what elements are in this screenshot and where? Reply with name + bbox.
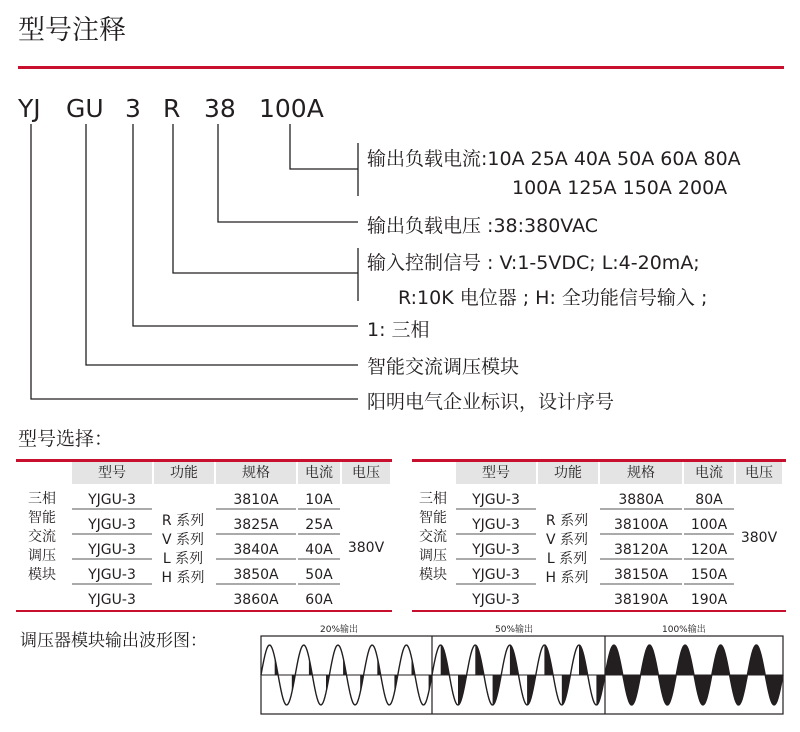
code-part-100a: 100A [259,94,324,123]
code-part-3: 3 [125,94,141,123]
table-cell-model: YJGU-3 [472,592,520,608]
annotation-current-values: 100A 125A 150A 200A [512,177,728,199]
function-item: R 系列 [545,513,589,529]
header-spec: 规格 [600,462,682,484]
table-cell-model: YJGU-3 [88,592,136,608]
function-item: H 系列 [545,570,589,586]
header-function: 功能 [154,462,214,484]
table-cell-model: YJGU-3 [472,567,520,583]
function-item: L 系列 [546,551,588,567]
table-cell-voltage: 380V [347,540,385,556]
code-part-gu: GU [66,94,104,123]
table-cell-current: 100A [690,517,728,533]
table-cell-current: 10A [305,492,333,508]
table-cell-current: 120A [690,542,728,558]
category-char: 智能 [28,510,56,526]
table-cell-current: 80A [695,492,723,508]
table-cell-current: 50A [305,567,333,583]
waveform-title: 调压器模块输出波形图： [20,631,207,651]
category-char: 交流 [419,529,447,545]
table-cell-spec: 3860A [233,592,279,608]
table-cell-model: YJGU-3 [88,492,136,508]
annotation-control: 输入控制信号 : V:1-5VDC; L:4-20mA; [367,252,700,274]
annotation-phase: 1: 三相 [367,319,430,341]
header-function: 功能 [538,462,598,484]
table-cell-spec: 38120A [613,542,669,558]
table-cell-model: YJGU-3 [88,517,136,533]
table-cell-current: 190A [690,592,728,608]
table-cell-current: 60A [305,592,333,608]
annotation-control-2: R:10K 电位器 ; H: 全功能信号输入 ; [398,287,708,309]
function-item: V 系列 [545,532,589,548]
annotation-brand: 阳明电气企业标识，设计序号 [367,391,615,413]
code-part-r: R [163,94,181,123]
header-spec: 规格 [216,462,296,484]
header-model: 型号 [456,462,536,484]
table-cell-spec: 38150A [613,567,669,583]
header-model: 型号 [72,462,152,484]
header-current: 电流 [684,462,734,484]
wave-label-50: 50%输出 [495,625,534,635]
wave-label-20: 20%输出 [320,625,359,635]
category-char: 交流 [28,529,56,545]
category-char: 模块 [28,567,56,583]
category-char: 模块 [419,567,447,583]
table-cell-spec: 38190A [613,592,669,608]
table-cell-spec: 3810A [233,492,279,508]
code-part-38: 38 [204,94,236,123]
table-cell-model: YJGU-3 [472,492,520,508]
table-cell-voltage: 380V [740,530,778,546]
selection-title: 型号选择： [18,428,114,450]
function-item: L 系列 [162,551,204,567]
table-cell-current: 25A [305,517,333,533]
table-cell-model: YJGU-3 [472,542,520,558]
function-item: V 系列 [161,532,205,548]
page-title: 型号注释 [18,15,126,46]
table-cell-spec: 3880A [618,492,664,508]
header-voltage: 电压 [342,462,390,484]
table-cell-current: 40A [305,542,333,558]
function-item: R 系列 [161,513,205,529]
annotation-voltage: 输出负载电压 :38:380VAC [367,215,598,237]
category-char: 智能 [419,510,447,526]
table-cell-model: YJGU-3 [88,542,136,558]
code-part-yj: YJ [18,94,41,123]
table-cell-spec: 3850A [233,567,279,583]
annotation-current: 输出负载电流:10A 25A 40A 50A 60A 80A [367,148,741,170]
annotation-module: 智能交流调压模块 [367,356,520,378]
header-current: 电流 [298,462,340,484]
table-cell-current: 150A [690,567,728,583]
category-char: 三相 [28,491,56,507]
table-cell-model: YJGU-3 [472,517,520,533]
table-cell-spec: 3840A [233,542,279,558]
table-cell-model: YJGU-3 [88,567,136,583]
function-item: H 系列 [161,570,205,586]
table-cell-spec: 3825A [233,517,279,533]
header-voltage: 电压 [736,462,782,484]
category-char: 三相 [419,491,447,507]
table-cell-spec: 38100A [613,517,669,533]
wave-label-100: 100%输出 [662,625,706,635]
category-char: 调压 [419,548,447,564]
category-char: 调压 [28,548,56,564]
